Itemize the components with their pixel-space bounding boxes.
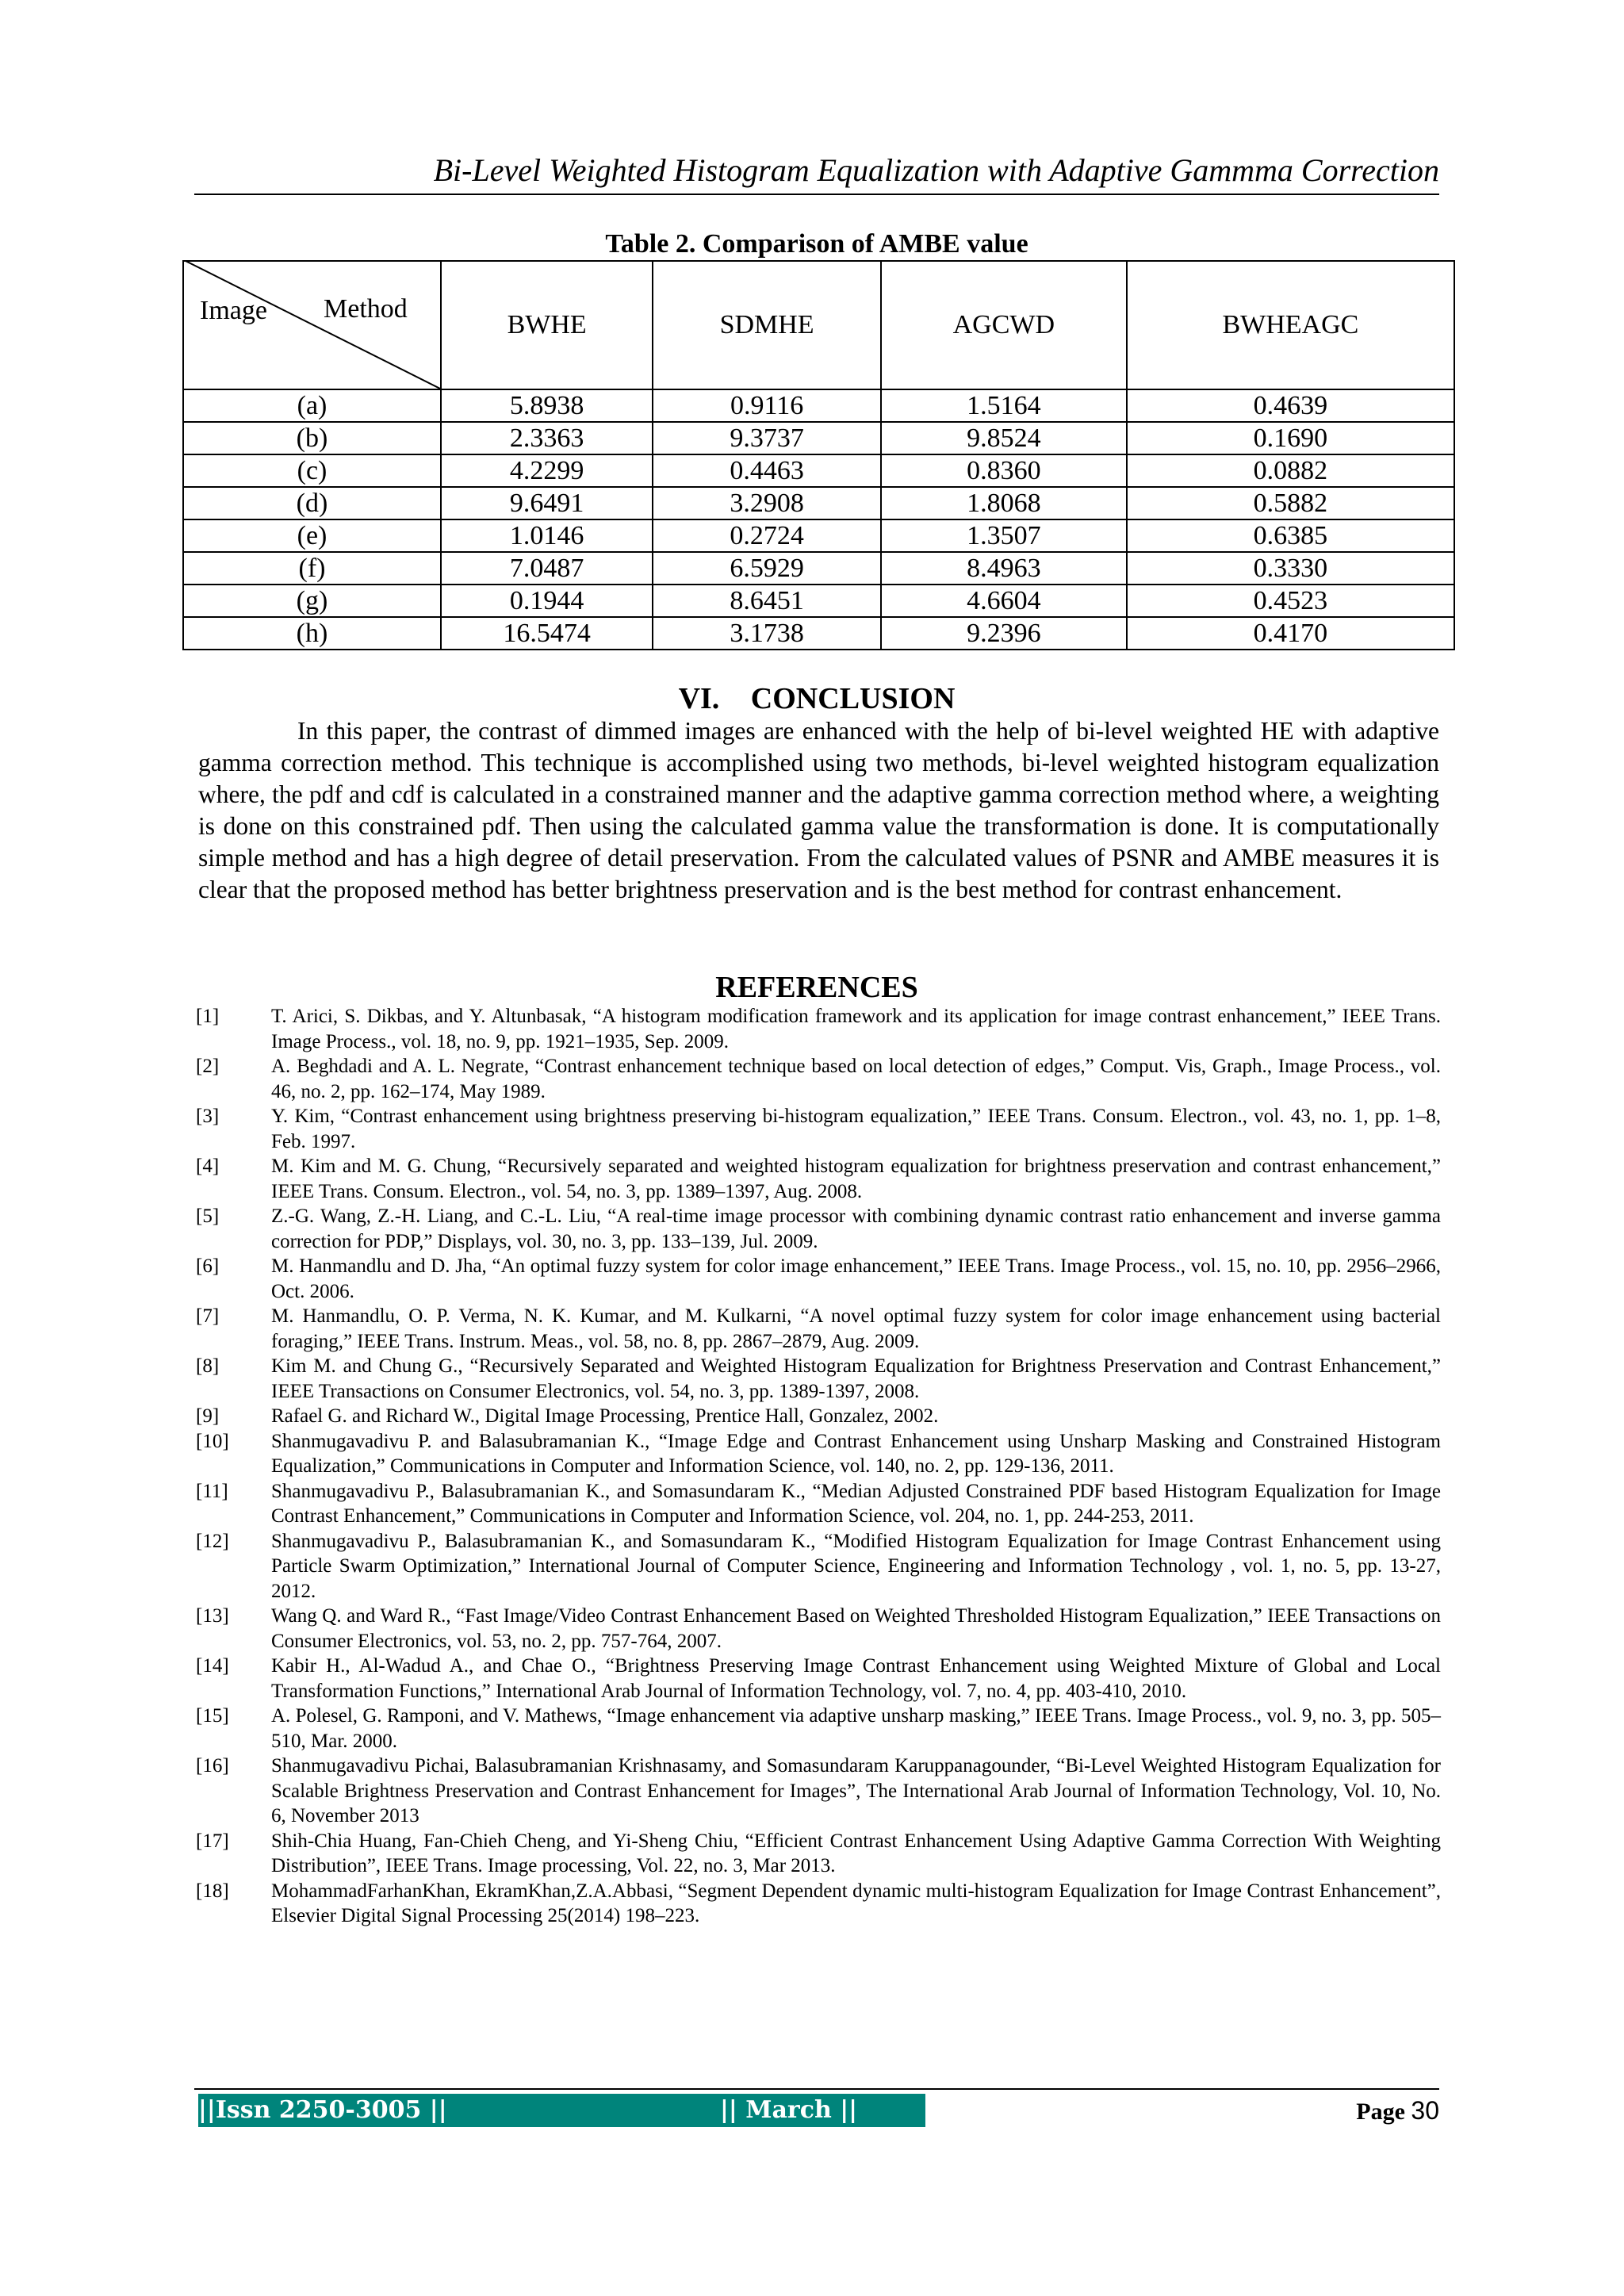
reference-item	[196, 1704, 1441, 1754]
table-cell: 0.5882	[1127, 487, 1454, 519]
table-cell: 9.8524	[881, 422, 1127, 454]
reference-text: A. Polesel, G. Ramponi, and V. Mathews, “Image enhancement via adaptive unsharp masking,” IEEE Trans. Image Process., vol. 9, no. 3, pp. 505–510, Mar. 2000.	[271, 1705, 1441, 1752]
reference-number: [12]	[196, 1530, 229, 1552]
reference-number: [13]	[196, 1605, 229, 1627]
table-cell: 1.8068	[881, 487, 1127, 519]
reference-number: [7]	[196, 1305, 220, 1327]
table-cell: 1.3507	[881, 519, 1127, 552]
reference-text: Z.-G. Wang, Z.-H. Liang, and C.-L. Liu, “A real-time image processor with combining dynamic contrast ratio enhancement and inverse gamma correction for PDP,” Displays, vol. 30, no. 3, pp. 133–139, Jul. 2009.	[271, 1205, 1441, 1252]
reference-text: Shanmugavadivu P. and Balasubramanian K., “Image Edge and Contrast Enhancement using Unsharp Masking and Constrained Histogram Equalization,” Communications in Computer and Information Science, vol. 140, no. 2, pp. 129-136, 2011.	[271, 1430, 1441, 1477]
table-cell: 6.5929	[653, 552, 881, 585]
corner-row-label: Image	[200, 296, 267, 325]
row-image-label: (f)	[183, 552, 441, 585]
row-image-label: (g)	[183, 585, 441, 617]
table-cell: 4.2299	[441, 454, 653, 487]
table-cell: 0.4523	[1127, 585, 1454, 617]
reference-text: Shanmugavadivu P., Balasubramanian K., and Somasundaram K., “Median Adjusted Constrained PDF based Histogram Equalization for Image Contrast Enhancement,” Communications in Computer and Information Science, vol. 204, no. 1, pp. 244-253, 2011.	[271, 1480, 1441, 1527]
reference-number: [2]	[196, 1056, 220, 1077]
table-cell: 0.4639	[1127, 389, 1454, 422]
footer-bar	[198, 2094, 925, 2157]
column-header: BWHEAGC	[1127, 261, 1454, 389]
reference-text: M. Hanmandlu and D. Jha, “An optimal fuzzy system for color image enhancement,” IEEE Trans. Image Process., vol. 15, no. 10, pp. 2956–2966, Oct. 2006.	[271, 1255, 1441, 1302]
reference-number: [9]	[196, 1405, 220, 1427]
reference-item	[196, 1829, 1441, 1879]
reference-item	[196, 1004, 1441, 1054]
reference-text: Shanmugavadivu P., Balasubramanian K., and Somasundaram K., “Modified Histogram Equalization for Image Contrast Enhancement using Particle Swarm Optimization,” International Journal of Computer Science, Engineering and Information Technology , vol. 1, no. 5, pp. 13-27, 2012.	[271, 1530, 1441, 1602]
reference-text: M. Kim and M. G. Chung, “Recursively separated and weighted histogram equalization for brightness preservation and contrast enhancement,” IEEE Trans. Consum. Electron., vol. 54, no. 3, pp. 1389–1397, Aug. 2008.	[271, 1156, 1441, 1202]
reference-item	[196, 1154, 1441, 1204]
reference-text: Shanmugavadivu Pichai, Balasubramanian Krishnasamy, and Somasundaram Karuppanagounder, “Bi-Level Weighted Histogram Equalization for Scalable Brightness Preservation and Contrast Enhancement for Images”, The International Arab Journal of Information Technology, Vol. 10, No. 6, November 2013	[271, 1755, 1441, 1826]
table-cell: 2.3363	[441, 422, 653, 454]
conclusion-body: In this paper, the contrast of dimmed images are enhanced with the help of bi-level weighted HE with adaptive gamma correction method. This technique is accomplished using two methods, bi-level weighted histogram equalization where, the pdf and cdf is calculated in a constrained manner and the adaptive gamma correction method where, a weighting is done on this constrained pdf. Then using the calculated gamma value the transformation is done. It is computationally simple method and has a high degree of detail preservation. From the calculated values of PSNR and AMBE measures it is clear that the proposed method has better brightness preservation and is the best method for contrast enhancement.	[198, 717, 1439, 903]
table-cell: 5.8938	[441, 389, 653, 422]
reference-number: [17]	[196, 1830, 229, 1852]
corner-col-label: Method	[324, 294, 408, 324]
row-image-label: (d)	[183, 487, 441, 519]
table-row	[183, 422, 1454, 454]
reference-number: [10]	[196, 1430, 229, 1452]
table-cell: 8.4963	[881, 552, 1127, 585]
reference-list	[196, 1004, 1441, 1929]
reference-item	[196, 1054, 1441, 1104]
page-label: Page	[1356, 2099, 1405, 2125]
table-row	[183, 519, 1454, 552]
row-image-label: (c)	[183, 454, 441, 487]
reference-item	[196, 1254, 1441, 1304]
table-cell: 0.8360	[881, 454, 1127, 487]
table-cell: 1.5164	[881, 389, 1127, 422]
table-cell: 0.3330	[1127, 552, 1454, 585]
reference-item	[196, 1654, 1441, 1704]
reference-number: [18]	[196, 1880, 229, 1902]
table-cell: 0.4463	[653, 454, 881, 487]
table-cell: 0.0882	[1127, 454, 1454, 487]
reference-text: Wang Q. and Ward R., “Fast Image/Video Contrast Enhancement Based on Weighted Thresholded Histogram Equalization,” IEEE Transactions on Consumer Electronics, vol. 53, no. 2, pp. 757-764, 2007.	[271, 1605, 1441, 1652]
reference-item	[196, 1529, 1441, 1604]
reference-number: [4]	[196, 1156, 220, 1177]
table-cell: 4.6604	[881, 585, 1127, 617]
reference-text: A. Beghdadi and A. L. Negrate, “Contrast enhancement technique based on local detection of edges,” Comput. Vis, Graph., Image Process., vol. 46, no. 2, pp. 162–174, May 1989.	[271, 1056, 1441, 1102]
table-cell: 1.0146	[441, 519, 653, 552]
reference-number: [16]	[196, 1755, 229, 1777]
table-cell: 0.2724	[653, 519, 881, 552]
reference-item	[196, 1204, 1441, 1254]
table-cell: 0.6385	[1127, 519, 1454, 552]
reference-text: Kabir H., Al-Wadud A., and Chae O., “Brightness Preserving Image Contrast Enhancement using Weighted Mixture of Global and Local Transformation Functions,” International Arab Journal of Information Technology, vol. 7, no. 4, pp. 403-410, 2010.	[271, 1655, 1441, 1702]
reference-text: Shih-Chia Huang, Fan-Chieh Cheng, and Yi-Sheng Chiu, “Efficient Contrast Enhancement Using Adaptive Gamma Correction With Weighting Distribution”, IEEE Trans. Image processing, Vol. 22, no. 3, Mar 2013.	[271, 1830, 1441, 1876]
table-title: Table 2. Comparison of AMBE value	[605, 229, 1028, 259]
reference-item	[196, 1104, 1441, 1154]
table-cell: 3.2908	[653, 487, 881, 519]
table-row	[183, 585, 1454, 617]
reference-number: [5]	[196, 1205, 220, 1227]
table-cell: 3.1738	[653, 617, 881, 650]
footer-rule	[194, 2088, 1439, 2090]
reference-text: MohammadFarhanKhan, EkramKhan,Z.A.Abbasi, “Segment Dependent dynamic multi-histogram Equalization for Image Contrast Enhancement”, Elsevier Digital Signal Processing 25(2014) 198–223.	[271, 1880, 1441, 1926]
table-row	[183, 389, 1454, 422]
column-header: AGCWD	[881, 261, 1127, 389]
table-cell: 0.4170	[1127, 617, 1454, 650]
footer-issn: ||Issn 2250-3005 ||	[198, 2096, 447, 2124]
reference-text: M. Hanmandlu, O. P. Verma, N. K. Kumar, and M. Kulkarni, “A novel optimal fuzzy system for color image enhancement using bacterial foraging,” IEEE Trans. Instrum. Meas., vol. 58, no. 8, pp. 2867–2879, Aug. 2009.	[271, 1305, 1441, 1352]
table-cell: 7.0487	[441, 552, 653, 585]
table-row	[183, 454, 1454, 487]
reference-item	[196, 1404, 1441, 1429]
table-row	[183, 552, 1454, 585]
row-image-label: (e)	[183, 519, 441, 552]
table-cell: 9.3737	[653, 422, 881, 454]
reference-item	[196, 1754, 1441, 1829]
row-image-label: (b)	[183, 422, 441, 454]
reference-number: [1]	[196, 1006, 220, 1027]
table-cell: 16.5474	[441, 617, 653, 650]
running-head: Bi-Level Weighted Histogram Equalization with Adaptive Gammma Correction	[433, 152, 1439, 188]
table-cell: 9.2396	[881, 617, 1127, 650]
table-cell: 8.6451	[653, 585, 881, 617]
table-row	[183, 487, 1454, 519]
row-image-label: (h)	[183, 617, 441, 650]
reference-text: Rafael G. and Richard W., Digital Image Processing, Prentice Hall, Gonzalez, 2002.	[271, 1405, 939, 1427]
row-image-label: (a)	[183, 389, 441, 422]
reference-number: [15]	[196, 1705, 229, 1727]
footer-page-number	[1237, 2094, 1439, 2129]
footer-date: || March || 2014 ||	[720, 2096, 858, 2157]
conclusion-heading: VI. CONCLUSION	[678, 682, 956, 715]
reference-item	[196, 1429, 1441, 1479]
reference-number: [6]	[196, 1255, 220, 1277]
table-cell: 0.1690	[1127, 422, 1454, 454]
table-cell: 0.1944	[441, 585, 653, 617]
header-rule	[194, 194, 1439, 195]
reference-item	[196, 1304, 1441, 1354]
reference-item	[196, 1604, 1441, 1654]
column-header: BWHE	[441, 261, 653, 389]
reference-number: [14]	[196, 1655, 229, 1677]
column-header: SDMHE	[653, 261, 881, 389]
reference-number: [8]	[196, 1355, 220, 1377]
reference-text: Kim M. and Chung G., “Recursively Separated and Weighted Histogram Equalization for Brightness Preservation and Contrast Enhancement,” IEEE Transactions on Consumer Electronics, vol. 54, no. 3, pp. 1389-1397, 2008.	[271, 1355, 1441, 1402]
table-row	[183, 617, 1454, 650]
reference-item	[196, 1879, 1441, 1929]
ambe-table	[182, 260, 1455, 650]
page-number: 30	[1411, 2096, 1439, 2125]
references-heading: REFERENCES	[715, 971, 918, 1004]
reference-item	[196, 1479, 1441, 1529]
table-corner-cell	[183, 261, 441, 389]
corner-diagonal	[184, 262, 440, 389]
reference-text: Y. Kim, “Contrast enhancement using brightness preserving bi-histogram equalization,” IEEE Trans. Consum. Electron., vol. 43, no. 1, pp. 1–8, Feb. 1997.	[271, 1106, 1441, 1152]
reference-number: [11]	[196, 1480, 228, 1502]
reference-item	[196, 1354, 1441, 1404]
table-cell: 9.6491	[441, 487, 653, 519]
table-header-row	[183, 261, 1454, 389]
reference-text: T. Arici, S. Dikbas, and Y. Altunbasak, “A histogram modification framework and its application for image contrast enhancement,” IEEE Trans. Image Process., vol. 18, no. 9, pp. 1921–1935, Sep. 2009.	[271, 1006, 1441, 1052]
table-cell: 0.9116	[653, 389, 881, 422]
reference-number: [3]	[196, 1106, 220, 1127]
table-body	[183, 389, 1454, 650]
